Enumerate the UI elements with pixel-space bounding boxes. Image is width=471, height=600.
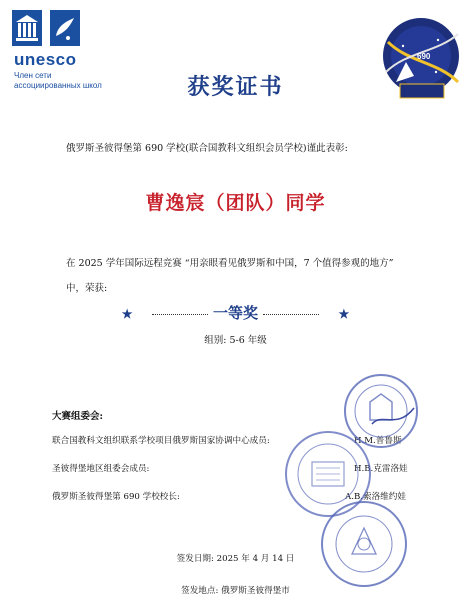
award-title: 一等奖 xyxy=(212,304,258,322)
star-icon: ★ xyxy=(338,307,350,321)
competition-text: 在 2025 学年国际远程竞赛 “用亲眼看见俄罗斯和中国，7 个值得参观的地方” xyxy=(66,258,394,269)
competition-suffix: 中，荣获: xyxy=(66,283,108,294)
committee-row-3 xyxy=(52,490,180,502)
intro-text: 俄罗斯圣彼得堡第 690 学校(联合国教科文组织会员学校)谨此表彰: xyxy=(66,143,348,154)
committee-name: H.M.普鲁斯 xyxy=(354,436,402,446)
official-stamp-bottom xyxy=(318,498,410,594)
award-line xyxy=(0,302,471,323)
star-icon: ★ xyxy=(121,307,133,321)
committee-role: 圣彼得堡地区组委会成员: xyxy=(52,464,150,474)
unesco-subtitle-line2: ассоциированных школ xyxy=(14,81,102,90)
committee-heading: 大赛组委会: xyxy=(52,411,104,422)
committee-row-2 xyxy=(52,462,149,474)
badge-number: 690 xyxy=(417,52,431,61)
unesco-wordmark: unesco xyxy=(14,50,77,69)
unesco-logo xyxy=(12,10,82,46)
award-underline-left xyxy=(152,313,208,315)
issue-place: 签发地点: 俄罗斯圣彼得堡市 xyxy=(181,586,290,596)
award-underline-right xyxy=(263,313,319,315)
issue-date: 签发日期: 2025 年 4 月 14 日 xyxy=(176,554,295,564)
group-text: 组别: 5-6 年级 xyxy=(204,335,267,346)
certificate-title: 获奖证书 xyxy=(187,74,284,100)
committee-row-1 xyxy=(52,434,270,446)
committee-name: H.B.克雷洛娃 xyxy=(354,464,408,474)
unesco-subtitle-line1: Член сети xyxy=(14,71,52,80)
committee-role: 俄罗斯圣彼得堡第 690 学校校长: xyxy=(52,492,180,502)
recipient-name: 曹逸宸（团队）同学 xyxy=(145,192,326,214)
committee-role: 联合国教科文组织联系学校项目俄罗斯国家协调中心成员: xyxy=(52,436,270,446)
committee-name: A.B.索洛维约娃 xyxy=(345,492,406,502)
